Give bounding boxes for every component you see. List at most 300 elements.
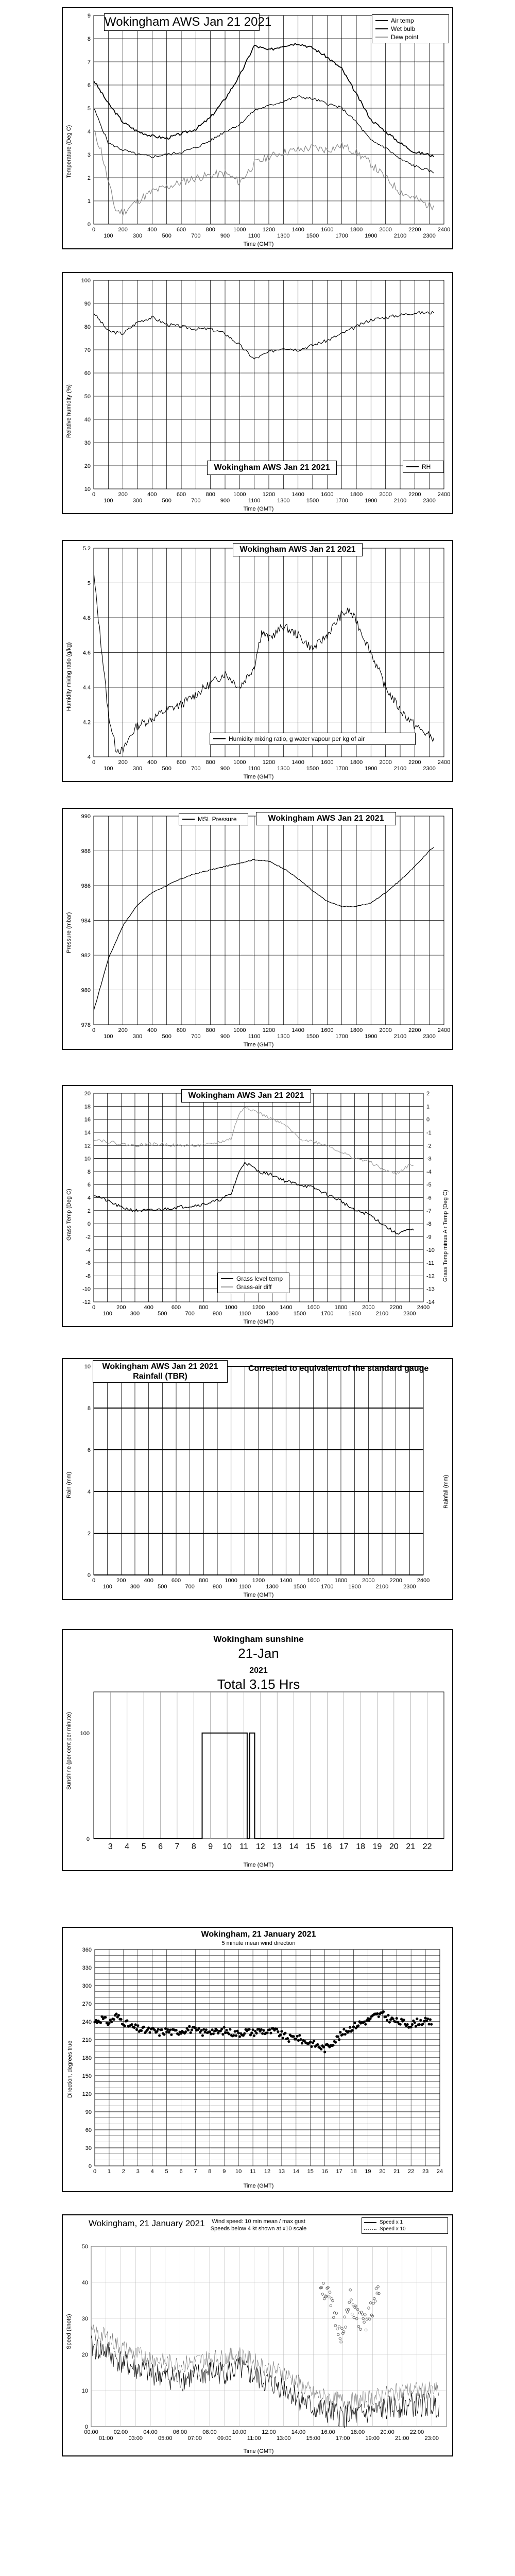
y-tick-label: 50 [81,2244,88,2250]
legend [179,813,248,825]
y-tick-label: 14 [84,1129,91,1136]
direction-point [385,2015,387,2018]
direction-point [108,2022,110,2025]
direction-point [334,2041,337,2044]
x-tick-label: 2300 [423,766,436,772]
direction-point [337,2035,339,2038]
direction-point [198,2027,200,2030]
x-tick-label: 1200 [262,492,276,498]
direction-point [234,2030,236,2032]
x-tick-label: 200 [118,759,128,766]
x-tick-label: 600 [176,492,186,498]
x-tick-label: 13:00 [276,2435,291,2442]
y-tick-label: 1 [87,198,91,205]
x-tick-label: 100 [102,1311,112,1317]
x-tick-label: 2400 [437,759,451,766]
x-tick-label: 0 [93,2168,97,2175]
x-tick-label: 800 [205,492,215,498]
x-tick-label: 500 [158,1311,167,1317]
sunshine-chart [62,1629,453,1871]
right-y-tick-label: -12 [426,1273,435,1280]
x-tick-label: 200 [116,1578,126,1584]
x-tick-label: 01:00 [98,2435,113,2442]
x-tick-label: 300 [130,1584,140,1590]
x-tick-label: 00:00 [84,2429,98,2435]
x-tick-label: 300 [132,1033,143,1040]
x-tick-label: 2300 [403,1584,416,1590]
direction-point [235,2034,237,2037]
x-tick-label: 23 [422,2168,429,2175]
x-tick-label: 15 [307,2168,314,2175]
x-tick-label: 800 [199,1304,209,1311]
y-tick-label: 20 [81,2352,88,2358]
x-tick-label: 1300 [266,1584,279,1590]
x-tick-label: 1900 [365,1033,377,1040]
x-tick-label: 2000 [379,759,392,766]
x-tick-label: 2200 [389,1578,402,1584]
legend [362,2217,448,2234]
x-tick-label: 08:00 [202,2429,217,2435]
x-tick-label: 20:00 [380,2429,394,2435]
x-tick-label: 1600 [321,227,334,233]
plot-area [94,1692,444,1839]
y-tick-label: 40 [81,2280,88,2286]
y-tick-label: 150 [82,2073,92,2079]
direction-point [243,2032,246,2035]
x-tick-label: 100 [104,1033,113,1040]
x-tick-label: 1700 [335,766,348,772]
x-tick-label: 1000 [233,1027,246,1033]
y-axis-label: Speed (knots) [66,2314,72,2349]
x-tick-label: 17:00 [335,2435,350,2442]
x-tick-label: 1900 [365,498,377,504]
legend-item: Speed x 10 [364,2226,445,2232]
mixing-ratio-chart [62,540,453,782]
y-tick-label: 4.4 [82,685,91,691]
x-tick-label: 18 [350,2168,357,2175]
y-tick-label: 60 [84,370,91,377]
x-tick-label: 7 [194,2168,197,2175]
x-tick-label: 1000 [225,1578,237,1584]
x-tick-label: 2100 [393,233,407,239]
y-tick-label: 10 [84,1156,91,1162]
x-tick-label: 800 [199,1578,209,1584]
y-tick-label: -8 [85,1273,91,1280]
mixing-ratio-plot [63,541,452,781]
y-tick-label: 80 [84,324,91,330]
legend-item: RH [406,463,440,471]
direction-point [316,2043,319,2046]
x-tick-label: 1900 [365,233,377,239]
direction-point [423,2020,425,2023]
x-tick-label: 300 [132,498,143,504]
x-tick-label: 1000 [233,227,246,233]
x-tick-label: 700 [191,1033,201,1040]
direction-point [224,2031,227,2034]
y-tick-label: 0 [87,222,91,228]
y-tick-label: 10 [84,1364,91,1370]
y-tick-label: 6 [87,82,91,89]
x-tick-label: 1700 [335,498,348,504]
direction-point [260,2028,263,2031]
y-axis-label: Relative humidity (%) [66,384,72,438]
x-tick-label: 9 [222,2168,226,2175]
y-tick-label: 4 [87,1195,91,1201]
direction-point [266,2031,268,2034]
direction-point [323,2050,326,2053]
x-tick-label: 1500 [306,498,319,504]
y-tick-label: 0 [86,1836,90,1842]
right-y-tick-label: -10 [426,1247,435,1253]
y-tick-label: 30 [84,440,91,446]
right-y-tick-label: -2 [426,1143,432,1149]
x-tick-label: 1400 [291,492,304,498]
direction-point [339,2031,341,2033]
x-tick-label: 2100 [393,766,407,772]
x-tick-label: 22 [422,1842,432,1851]
x-tick-label: 19 [365,2168,371,2175]
direction-point [416,2018,418,2020]
right-y-axis-label: Grass Temp minus Air Temp (Deg C) [442,1190,449,1282]
direction-point [376,2012,379,2015]
x-tick-label: 0 [92,1304,96,1311]
x-tick-label: 1400 [291,1027,304,1033]
direction-point [332,2044,334,2046]
x-tick-label: 2100 [375,1311,389,1317]
direction-point [187,2029,190,2031]
x-tick-label: 12 [255,1842,265,1851]
x-tick-label: 23:00 [424,2435,439,2442]
x-tick-label: 2300 [403,1311,416,1317]
direction-point [387,2014,389,2016]
direction-point [386,2019,388,2021]
chart-title: Wokingham AWS Jan 21 2021 [181,1089,311,1103]
x-tick-label: 19:00 [365,2435,380,2442]
correction-note: Corrected to equivalent of the standard gauge [248,1364,429,1373]
y-tick-label: 988 [81,848,91,855]
x-tick-label: 2000 [379,227,392,233]
x-tick-label: 1100 [248,1033,261,1040]
x-tick-label: 8 [191,1842,196,1851]
right-y-tick-label: -6 [426,1195,432,1201]
y-tick-label: -4 [85,1247,91,1253]
direction-point [320,2048,322,2050]
x-tick-label: 2200 [408,759,421,766]
x-tick-label: 2200 [408,492,421,498]
pressure-chart [62,808,453,1050]
y-tick-label: 120 [82,2091,92,2097]
direction-point [148,2031,151,2033]
direction-point [170,2033,173,2036]
direction-point [99,2021,102,2024]
x-tick-label: 07:00 [187,2435,202,2442]
x-tick-label: 21:00 [394,2435,409,2442]
x-tick-label: 2000 [362,1304,375,1311]
y-tick-label: 990 [81,814,91,820]
x-tick-label: 1400 [280,1304,293,1311]
direction-point [349,2026,351,2029]
legend [210,733,416,745]
x-tick-label: 1600 [321,759,334,766]
y-axis-label: Sunshine (per cent per minute) [66,1711,72,1790]
direction-point [338,2038,340,2041]
direction-point [166,2028,169,2031]
direction-point [209,2030,211,2033]
x-tick-label: 3 [136,2168,140,2175]
direction-point [262,2029,265,2032]
x-tick-label: 1800 [334,1578,348,1584]
x-tick-label: 500 [162,498,171,504]
direction-point [164,2027,167,2030]
x-tick-label: 500 [158,1584,167,1590]
y-tick-label: 986 [81,883,91,889]
y-tick-label: 8 [87,36,91,42]
x-tick-label: 800 [205,759,215,766]
x-tick-label: 1700 [335,1033,348,1040]
y-tick-label: 20 [84,1091,91,1097]
x-tick-label: 700 [191,233,201,239]
x-tick-label: 300 [132,233,143,239]
x-tick-label: 900 [220,1033,230,1040]
direction-point [237,2031,240,2034]
x-tick-label: 500 [162,766,171,772]
x-tick-label: 400 [147,759,157,766]
x-tick-label: 200 [116,1304,126,1311]
y-tick-label: 984 [81,918,91,924]
x-tick-label: 1 [107,2168,111,2175]
x-axis-label: Time (GMT) [243,1319,274,1325]
x-tick-label: 100 [104,233,113,239]
x-tick-label: 21 [393,2168,400,2175]
x-tick-label: 700 [191,766,201,772]
x-tick-label: 100 [104,498,113,504]
chart-title: Wokingham sunshine [213,1634,304,1644]
legend-item: Dew point [375,33,445,41]
chart-year: 2021 [249,1666,268,1675]
y-tick-label: 980 [81,987,91,994]
direction-point [268,2028,271,2031]
x-tick-label: 20 [389,1842,399,1851]
direction-point [210,2032,212,2035]
right-y-tick-label: -5 [426,1182,432,1189]
x-tick-label: 0 [92,227,96,233]
direction-point [426,2018,429,2020]
direction-point [169,2028,171,2031]
x-tick-label: 13 [278,2168,285,2175]
x-tick-label: 1400 [280,1578,293,1584]
direction-point [341,2033,344,2036]
x-tick-label: 2300 [423,1033,436,1040]
direction-point [269,2031,272,2034]
legend [372,14,449,43]
direction-point [202,2028,205,2030]
legend-item: Wet bulb [375,25,445,33]
x-tick-label: 600 [171,1578,181,1584]
x-tick-label: 600 [176,1027,186,1033]
y-tick-label: 2 [87,175,91,181]
y-tick-label: 210 [82,2037,92,2043]
y-axis-label: Grass Temp (Deg C) [66,1189,72,1241]
y-tick-label: 0 [88,2163,92,2170]
direction-point [411,2023,414,2026]
x-tick-label: 24 [436,2168,443,2175]
x-tick-label: 1000 [233,492,246,498]
x-tick-label: 16:00 [321,2429,335,2435]
x-tick-label: 600 [176,227,186,233]
direction-point [188,2025,191,2028]
right-y-tick-label: -9 [426,1234,432,1241]
x-tick-label: 06:00 [173,2429,187,2435]
direction-point [363,2021,366,2023]
x-tick-label: 0 [92,492,96,498]
y-tick-label: 50 [84,394,91,400]
x-tick-label: 6 [158,1842,163,1851]
direction-point [135,2028,138,2031]
chart-date: 21-Jan [238,1646,279,1661]
x-tick-label: 1800 [350,759,363,766]
right-y-tick-label: -7 [426,1208,432,1214]
rainfall-plot [63,1359,452,1599]
x-tick-label: 1100 [238,1584,251,1590]
direction-point [140,2029,143,2032]
x-tick-label: 400 [144,1578,153,1584]
direction-point [297,2039,300,2042]
direction-point [221,2033,224,2036]
x-tick-label: 05:00 [158,2435,173,2442]
x-tick-label: 500 [162,1033,171,1040]
x-tick-label: 1700 [321,1311,334,1317]
y-tick-label: 4 [87,1489,91,1495]
direction-point [238,2035,241,2038]
wind-direction-plot [63,1928,452,2191]
direction-point [353,2022,356,2024]
legend-item: Speed x 1 [364,2219,445,2226]
x-tick-label: 1200 [252,1578,265,1584]
y-tick-label: 978 [81,1022,91,1028]
right-y-tick-label: -14 [426,1299,435,1306]
y-tick-label: 3 [87,152,91,158]
x-tick-label: 2400 [437,1027,451,1033]
chart-title: Wokingham, 21 January 2021 [201,1930,316,1939]
right-y-tick-label: -3 [426,1156,432,1162]
direction-point [351,2029,354,2031]
direction-point [136,2024,139,2027]
direction-point [382,2010,385,2013]
y-tick-label: 5 [87,580,91,587]
rainfall-chart [62,1358,453,1600]
x-tick-label: 1800 [350,227,363,233]
direction-point [133,2026,135,2029]
x-tick-label: 1000 [225,1304,237,1311]
direction-point [298,2034,301,2037]
x-tick-label: 2200 [408,227,421,233]
x-tick-label: 2000 [379,1027,392,1033]
y-tick-label: 982 [81,953,91,959]
direction-point [309,2041,312,2043]
direction-point [392,2018,394,2020]
direction-point [430,2023,433,2026]
x-tick-label: 1500 [306,1033,319,1040]
x-tick-label: 14:00 [291,2429,306,2435]
direction-point [251,2028,254,2031]
direction-point [280,2030,283,2032]
direction-point [228,2032,230,2035]
chart-subtitle: Speeds below 4 kt shown at x10 scale [210,2226,307,2232]
x-tick-label: 21 [406,1842,416,1851]
y-tick-label: 9 [87,13,91,19]
direction-point [220,2028,223,2030]
direction-point [276,2028,278,2030]
y-tick-label: 100 [81,278,91,284]
x-tick-label: 300 [132,766,143,772]
x-tick-label: 0 [92,1578,96,1584]
x-tick-label: 1600 [307,1578,320,1584]
direction-point [414,2021,416,2024]
direction-point [279,2033,282,2036]
direction-point [191,2028,193,2031]
x-tick-label: 2100 [375,1584,389,1590]
x-tick-label: 20 [379,2168,386,2175]
x-tick-label: 5 [141,1842,146,1851]
x-tick-label: 1100 [248,766,261,772]
x-tick-label: 900 [220,233,230,239]
x-tick-label: 1300 [266,1311,279,1317]
x-tick-label: 900 [220,498,230,504]
direction-point [322,2046,325,2048]
x-tick-label: 1500 [306,766,319,772]
chart-title: Wokingham AWS Jan 21 2021 [233,543,363,556]
y-tick-label: 2 [87,1531,91,1537]
direction-point [143,2026,145,2028]
x-tick-label: 13 [272,1842,282,1851]
y-tick-label: 8 [87,1405,91,1412]
x-tick-label: 15:00 [306,2435,321,2442]
x-tick-label: 2200 [408,1027,421,1033]
y-tick-label: 70 [84,347,91,353]
legend-item: Grass level temp [221,1275,286,1283]
y-tick-label: -6 [85,1260,91,1267]
direction-point [212,2032,215,2035]
x-tick-label: 1500 [293,1584,306,1590]
x-axis-label: Time (GMT) [243,1592,274,1598]
right-y-tick-label: -1 [426,1129,432,1136]
legend [217,1273,289,1293]
direction-point [205,2028,208,2031]
x-tick-label: 2400 [417,1304,430,1311]
chart-title: Wokingham AWS Jan 21 2021 Rainfall (TBR) [93,1360,228,1383]
x-tick-label: 1700 [335,233,348,239]
x-tick-label: 11 [239,1842,248,1851]
x-tick-label: 7 [175,1842,180,1851]
x-tick-label: 200 [118,1027,128,1033]
x-tick-label: 600 [176,759,186,766]
x-tick-label: 1800 [334,1304,348,1311]
x-tick-label: 1900 [365,766,377,772]
x-tick-label: 02:00 [113,2429,128,2435]
direction-point [211,2028,213,2031]
y-tick-label: 10 [81,2388,88,2394]
x-tick-label: 1200 [262,1027,276,1033]
x-tick-label: 800 [205,227,215,233]
y-tick-label: 6 [87,1447,91,1453]
x-tick-label: 2100 [393,498,407,504]
x-tick-label: 400 [147,1027,157,1033]
y-tick-label: 240 [82,2019,92,2025]
direction-point [377,2015,380,2018]
legend-item: MSL Pressure [182,815,245,823]
direction-point [113,2018,115,2021]
x-tick-label: 1300 [277,498,290,504]
